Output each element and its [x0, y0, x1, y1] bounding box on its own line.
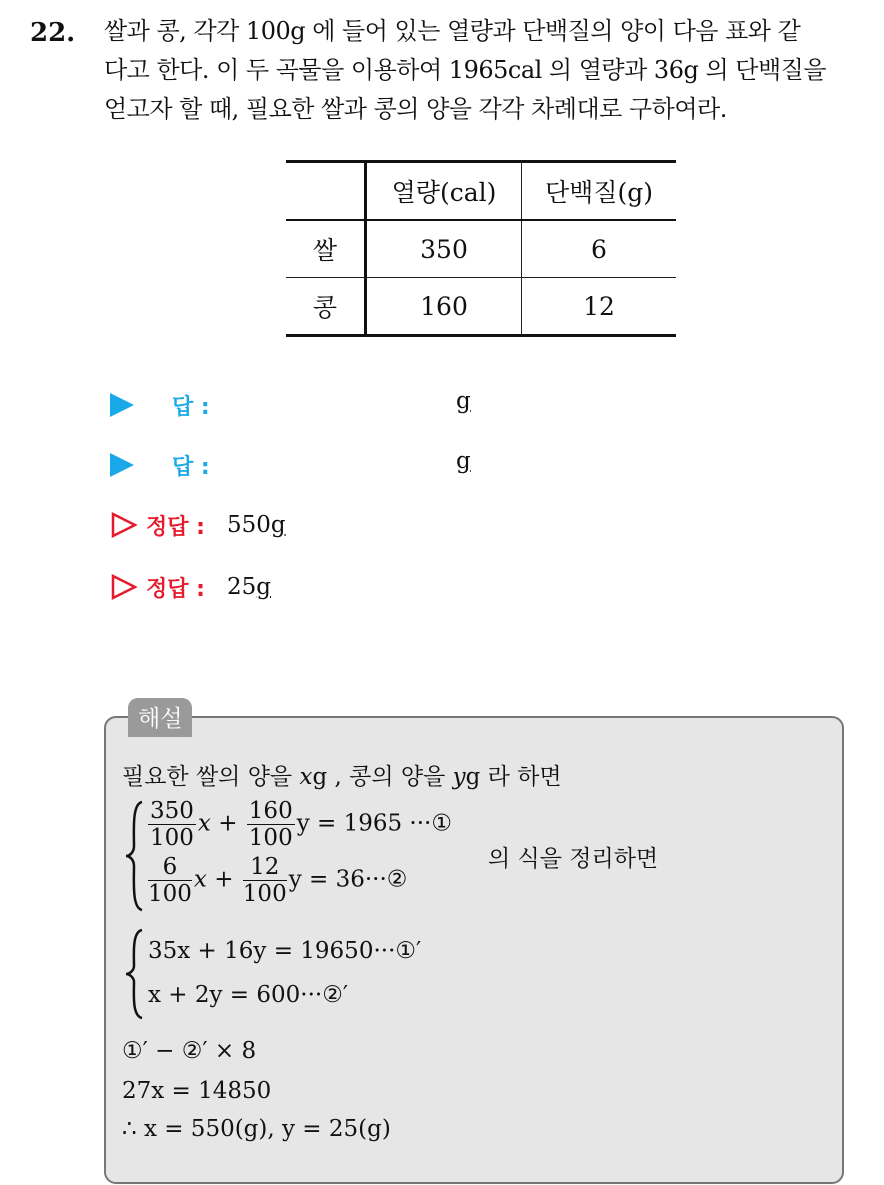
answer-row — [110, 448, 471, 482]
table-header-cell: 단백질(g) — [522, 162, 677, 221]
table-cell: 6 — [522, 220, 677, 278]
table-header-cell: 열량(cal) — [366, 162, 522, 221]
answer-unit[interactable]: g — [456, 448, 471, 474]
table-cell: 쌀 — [286, 220, 366, 278]
nutrition-table — [286, 160, 676, 337]
table-row — [286, 278, 676, 336]
table-header-row — [286, 162, 676, 221]
answer-label: 답 : — [172, 454, 210, 480]
question-number: 22. — [30, 18, 76, 48]
left-brace-icon — [124, 800, 146, 912]
solution-label: 정답 : — [146, 576, 205, 602]
system-equation-1: $\frac{350}{100}$ x + $\frac{160}{100}$ y = 1965 ···① — [150, 798, 452, 851]
table-cell: 콩 — [286, 278, 366, 336]
step-line: ①′ − ②′ × 8 — [122, 1038, 257, 1064]
organize-text: 의 식을 정리하면 — [488, 846, 659, 872]
question-line: 쌀과 콩, 각각 100g 에 들어 있는 열량과 단백질의 양이 다음 표와 같 — [104, 17, 801, 45]
solution-row — [110, 570, 271, 604]
solution-label: 정답 : — [146, 514, 205, 540]
table-cell: 160 — [366, 278, 522, 336]
table-header-cell — [286, 162, 366, 221]
solution-value: 550g — [226, 512, 286, 538]
system-equation-4: x + 2y = 600···②′ — [148, 982, 349, 1008]
step-line: ∴ x = 550(g), y = 25(g) — [122, 1116, 391, 1142]
answer-label: 답 : — [172, 394, 210, 420]
outline-arrow-icon — [110, 573, 138, 601]
play-arrow-icon — [110, 453, 134, 477]
left-brace-icon — [124, 928, 146, 1020]
question-text — [104, 12, 874, 129]
explanation-tag: 해설 — [128, 698, 192, 737]
play-arrow-icon — [110, 393, 134, 417]
question-line: 다고 한다. 이 두 곡물을 이용하여 1965cal 의 열량과 36g 의 단백질을 — [104, 56, 826, 84]
explanation-intro: 필요한 쌀의 양을 xg , 콩의 양을 yg 라 하면 — [122, 764, 562, 790]
question-line: 얻고자 할 때, 필요한 쌀과 콩의 양을 각각 차례대로 구하여라. — [104, 95, 727, 123]
system-equation-2: $\frac{6}{100}$ x + $\frac{12}{100}$ y = 36···② — [148, 854, 408, 907]
system-equation-3: 35x + 16y = 19650···①′ — [148, 938, 422, 964]
table-cell: 350 — [366, 220, 522, 278]
table-cell: 12 — [522, 278, 677, 336]
step-line: 27x = 14850 — [122, 1078, 272, 1104]
outline-arrow-icon — [110, 511, 138, 539]
solution-value: 25g — [226, 574, 271, 600]
solution-row — [110, 508, 286, 542]
table-row — [286, 220, 676, 278]
answer-unit[interactable]: g — [456, 388, 471, 414]
answer-row — [110, 388, 471, 422]
